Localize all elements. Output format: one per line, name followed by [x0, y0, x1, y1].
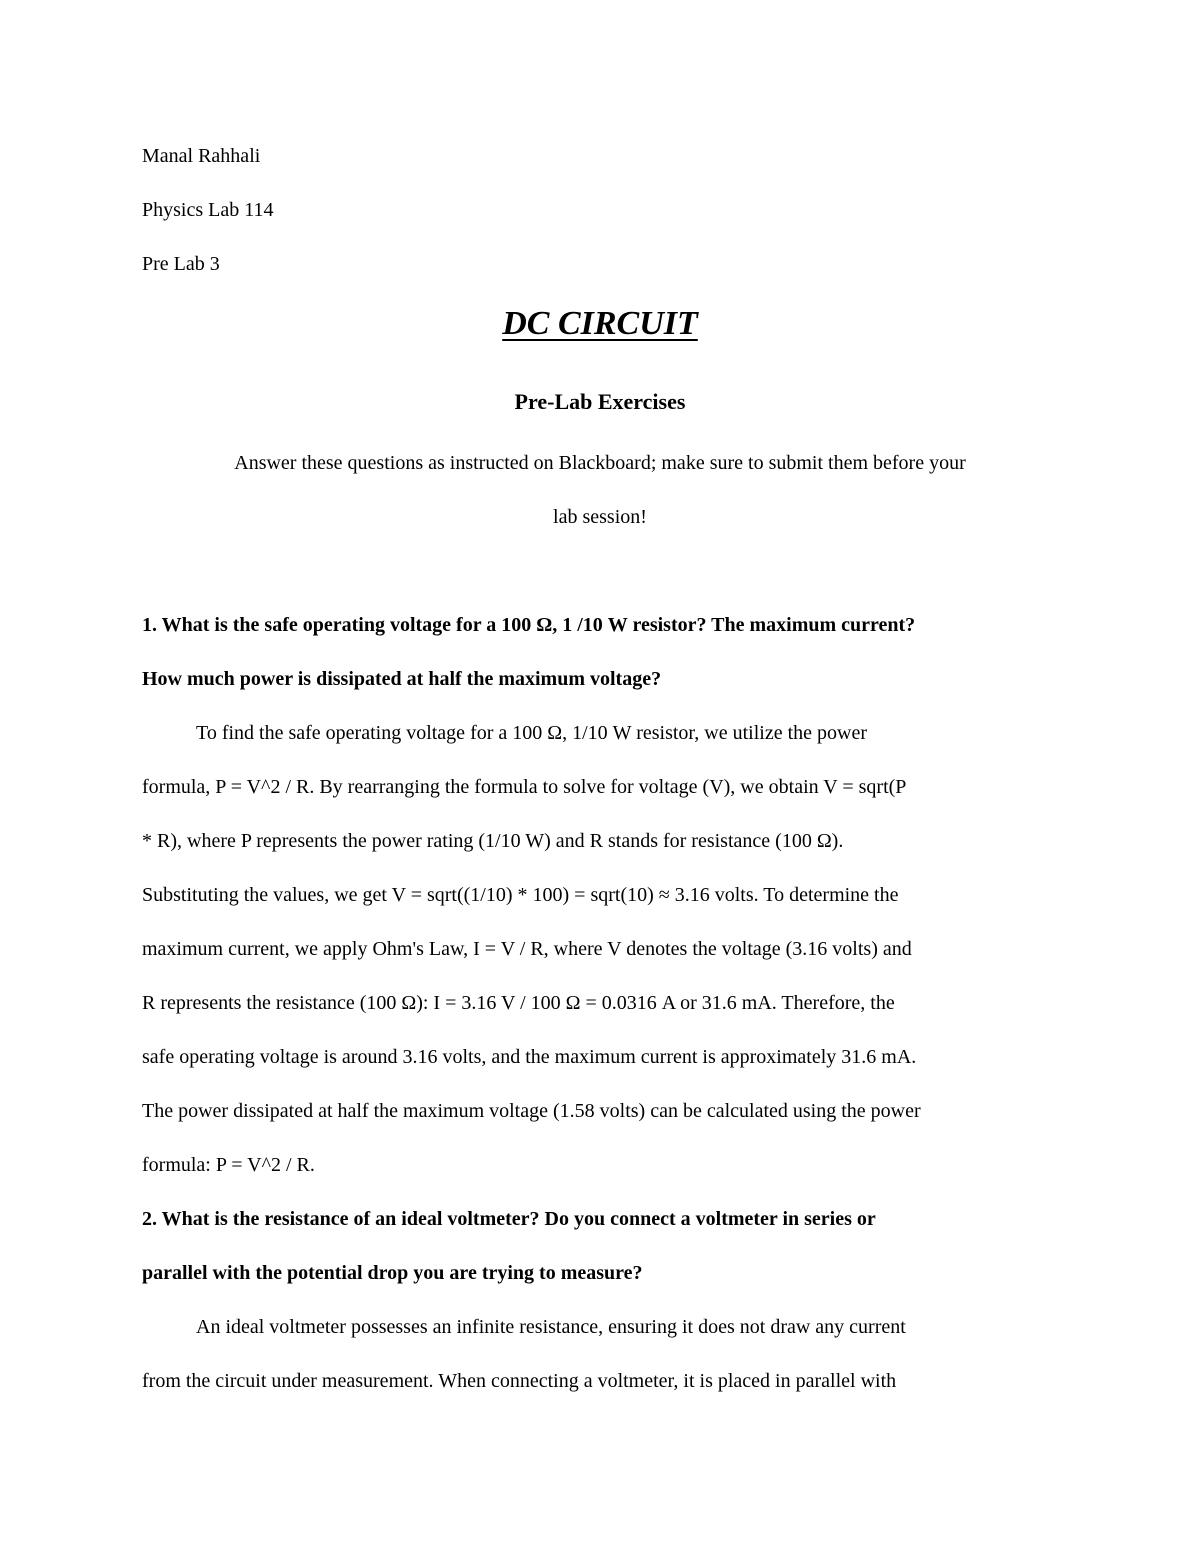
answer-1-line-1: To find the safe operating voltage for a 100 Ω, 1/10 W resistor, we utilize the power	[196, 722, 867, 744]
assignment-name: Pre Lab 3	[142, 253, 220, 275]
answer-2-line-1: An ideal voltmeter possesses an infinite resistance, ensuring it does not draw any current	[196, 1316, 906, 1338]
answer-1-line-9: formula: P = V^2 / R.	[142, 1154, 315, 1176]
course-name: Physics Lab 114	[142, 199, 274, 221]
answer-2-line-2: from the circuit under measurement. When connecting a voltmeter, it is placed in parallel with	[142, 1370, 897, 1392]
instructions-line-1: Answer these questions as instructed on Blackboard; make sure to submit them before your	[234, 452, 966, 474]
answer-1-line-4: Substituting the values, we get V = sqrt((1/10) * 100) = sqrt(10) ≈ 3.16 volts. To determine the	[142, 884, 899, 906]
answer-1-line-5: maximum current, we apply Ohm's Law, I = V / R, where V denotes the voltage (3.16 volts) and	[142, 938, 912, 960]
document-title: DC CIRCUIT	[502, 305, 698, 342]
document-subtitle: Pre-Lab Exercises	[514, 389, 686, 414]
answer-1-line-8: The power dissipated at half the maximum voltage (1.58 volts) can be calculated using the power	[142, 1100, 921, 1122]
answer-1-line-7: safe operating voltage is around 3.16 volts, and the maximum current is approximately 31.6 mA.	[142, 1046, 917, 1068]
answer-1-line-2: formula, P = V^2 / R. By rearranging the formula to solve for voltage (V), we obtain V = sqrt(P	[142, 776, 907, 798]
answer-1-line-6: R represents the resistance (100 Ω): I = 3.16 V / 100 Ω = 0.0316 A or 31.6 mA. Therefore, the	[142, 992, 895, 1014]
question-1-line-2: How much power is dissipated at half the maximum voltage?	[142, 668, 662, 690]
answer-1-line-3: * R), where P represents the power rating (1/10 W) and R stands for resistance (100 Ω).	[142, 830, 844, 852]
question-1-line-1: 1. What is the safe operating voltage for a 100 Ω, 1 /10 W resistor? The maximum current?	[142, 614, 916, 636]
author-name: Manal Rahhali	[142, 145, 261, 167]
question-2-line-1: 2. What is the resistance of an ideal voltmeter? Do you connect a voltmeter in series or	[142, 1208, 876, 1230]
instructions-line-2: lab session!	[553, 506, 647, 528]
question-2-line-2: parallel with the potential drop you are trying to measure?	[142, 1262, 643, 1284]
